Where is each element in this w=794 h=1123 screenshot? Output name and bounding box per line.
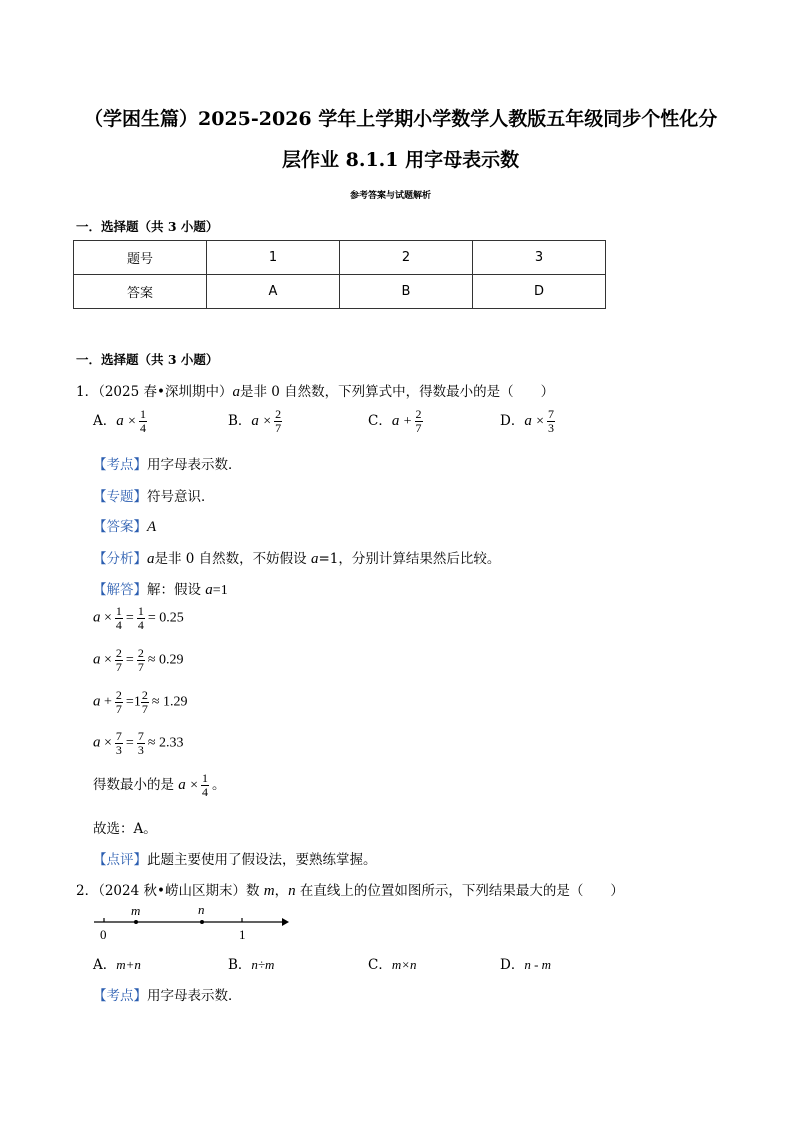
table-cell: A <box>207 275 340 309</box>
option-letter: B． <box>228 413 252 429</box>
frac-den: 4 <box>137 618 144 632</box>
step-result: ≈ 2.33 <box>147 735 184 751</box>
questions-section-label: 一．选择题（共 3 小题） <box>76 352 219 367</box>
q1-step <box>93 730 184 757</box>
fraction <box>137 730 145 757</box>
daan-tag: 【答案】 <box>93 519 147 535</box>
q1-zhuanti <box>93 485 215 505</box>
step-eq: = <box>125 694 134 710</box>
fraction <box>115 605 123 632</box>
frac-den: 7 <box>275 421 282 435</box>
frac-num: 1 <box>115 604 122 618</box>
frac-num: 2 <box>275 407 282 421</box>
frac-den: 7 <box>141 702 148 716</box>
q1-step <box>93 689 188 716</box>
fenxi-var: a <box>147 551 155 567</box>
q1-jieda <box>93 578 228 599</box>
table-cell: 3 <box>473 241 606 275</box>
step-op: × <box>104 610 112 626</box>
fenxi-text: =1，分别计算结果然后比较。 <box>318 551 501 567</box>
option-op: × <box>128 414 136 429</box>
frac-num: 1 <box>202 771 208 785</box>
kaodian-text: 用字母表示数． <box>147 988 242 1004</box>
step-whole: 1 <box>133 694 141 710</box>
q2-option-c <box>368 953 417 973</box>
option-op: + <box>403 414 412 429</box>
fenxi-var: a <box>310 551 319 567</box>
q2-option-b <box>228 953 274 973</box>
frac-num: 7 <box>137 729 144 743</box>
step-result: ≈ 1.29 <box>151 694 188 710</box>
label-m: m <box>131 903 141 918</box>
step-op: × <box>104 652 112 668</box>
step-var: a <box>93 693 101 710</box>
option-text: m+n <box>116 957 141 972</box>
fraction <box>137 605 145 632</box>
fraction <box>274 408 282 435</box>
q1-option-d <box>500 408 558 435</box>
option-letter: C． <box>368 413 392 429</box>
frac-num: 1 <box>137 604 144 618</box>
frac-den: 7 <box>137 660 144 674</box>
step-eq: = <box>125 610 134 626</box>
conclusion-op: × <box>190 778 198 793</box>
frac-den: 7 <box>115 660 122 674</box>
arrow-head-icon <box>282 918 289 926</box>
q2-stem-prefix: 2．（2024 秋•崂山区期末）数 <box>76 883 264 899</box>
fraction <box>137 647 145 674</box>
q2-kaodian <box>93 984 242 1004</box>
frac-den: 7 <box>415 421 422 435</box>
option-op: × <box>263 414 272 429</box>
conclusion-var: a <box>178 777 186 793</box>
jieda-var: a <box>205 582 213 598</box>
q2-var-m: m <box>263 883 275 899</box>
q2-stem <box>76 879 624 900</box>
page-subtitle: 参考答案与试题解析 <box>350 191 432 201</box>
jieda-tag: 【解答】 <box>93 582 147 598</box>
step-var: a <box>93 651 101 668</box>
table-cell: B <box>340 275 473 309</box>
option-var: a <box>391 413 400 429</box>
frac-den: 3 <box>137 743 144 757</box>
frac-num: 7 <box>548 407 555 421</box>
step-result: = 0.25 <box>147 610 184 626</box>
step-eq: = <box>125 652 134 668</box>
daan-text: A <box>147 519 157 535</box>
q2-var-n: n <box>288 883 296 899</box>
kaodian-tag: 【考点】 <box>93 988 147 1004</box>
label-n: n <box>198 902 205 917</box>
frac-num: 2 <box>415 407 422 421</box>
option-letter: C． <box>368 957 392 973</box>
jieda-eq: =1 <box>212 583 228 598</box>
conclusion-text: 得数最小的是 <box>93 777 179 793</box>
q1-option-b <box>228 408 285 435</box>
frac-den: 4 <box>139 421 146 435</box>
kaodian-tag: 【考点】 <box>93 457 147 473</box>
conclusion-end: 。 <box>212 777 226 793</box>
table-row <box>74 241 606 275</box>
q1-var: a <box>232 384 240 400</box>
answer-table <box>73 240 606 309</box>
q2-option-a <box>93 953 141 973</box>
q1-stem <box>76 380 554 401</box>
option-letter: A． <box>93 413 117 429</box>
option-var: a <box>116 413 124 429</box>
frac-num: 1 <box>139 407 146 421</box>
frac-num: 7 <box>115 729 122 743</box>
q1-fenxi <box>93 547 500 568</box>
option-letter: D． <box>500 957 525 973</box>
dianping-tag: 【点评】 <box>93 852 147 868</box>
option-letter: D． <box>500 413 525 429</box>
frac-den: 7 <box>115 702 122 716</box>
table-row <box>74 275 606 309</box>
page-title-line1: （学困生篇）2025-2026 学年上学期小学数学人教版五年级同步个性化分 <box>84 108 718 130</box>
fraction <box>139 408 147 435</box>
frac-den: 3 <box>548 421 555 435</box>
jieda-text: 解：假设 <box>147 582 206 598</box>
step-result: ≈ 0.29 <box>147 652 184 668</box>
frac-num: 2 <box>115 646 122 660</box>
q2-sep: ， <box>274 883 289 899</box>
kaodian-text: 用字母表示数． <box>147 457 242 473</box>
option-letter: B． <box>228 957 252 973</box>
frac-num: 2 <box>137 646 144 660</box>
q1-stem-prefix: 1．（2025 春•深圳期中） <box>76 384 233 400</box>
frac-num: 2 <box>141 688 148 702</box>
table-header-cell: 题号 <box>74 241 207 275</box>
option-text: m×n <box>391 957 417 972</box>
step-var: a <box>93 609 101 626</box>
table-cell: 2 <box>340 241 473 275</box>
step-op: × <box>104 735 112 751</box>
q1-stem-suffix: 是非 0 自然数，下列算式中，得数最小的是（ ） <box>239 384 555 400</box>
zhuanti-tag: 【专题】 <box>93 489 147 505</box>
frac-den: 4 <box>202 785 208 799</box>
table-cell: 1 <box>207 241 340 275</box>
zhuanti-text: 符号意识． <box>147 489 215 505</box>
table-cell: D <box>473 275 606 309</box>
fraction <box>115 689 123 716</box>
step-op: + <box>104 694 112 710</box>
label-one: 1 <box>239 927 246 942</box>
frac-num: 2 <box>115 688 122 702</box>
option-text: n - m <box>524 957 552 972</box>
q1-step <box>93 605 184 632</box>
fenxi-text: 是非 0 自然数，不妨假设 <box>154 551 311 567</box>
option-text: n÷m <box>251 957 275 972</box>
dianping-text: 此题主要使用了假设法，要熟练掌握。 <box>147 852 377 868</box>
label-zero: 0 <box>100 927 107 942</box>
fraction <box>115 647 123 674</box>
fraction <box>201 772 209 799</box>
q1-daan <box>93 515 156 536</box>
option-var: a <box>524 413 532 429</box>
q1-option-c <box>368 408 426 435</box>
q1-option-a <box>93 408 150 435</box>
table-header-cell: 答案 <box>74 275 207 309</box>
fraction <box>115 730 123 757</box>
answer-section-label: 一．选择题（共 3 小题） <box>76 219 219 234</box>
fenxi-tag: 【分析】 <box>93 551 147 567</box>
option-var: a <box>251 413 259 429</box>
point-n <box>200 920 204 924</box>
q2-stem-suffix: 在直线上的位置如图所示，下列结果最大的是（ ） <box>295 883 624 899</box>
fraction <box>415 408 423 435</box>
step-var: a <box>93 734 101 751</box>
point-m <box>134 920 138 924</box>
frac-den: 4 <box>115 618 122 632</box>
q1-choice: 故选：A。 <box>93 821 157 837</box>
q1-dianping <box>93 848 377 868</box>
q2-option-d <box>500 953 551 973</box>
q1-conclusion <box>93 772 226 799</box>
fraction <box>547 408 555 435</box>
number-line-diagram <box>90 902 300 942</box>
page-title-line2: 层作业 8.1.1 用字母表示数 <box>282 149 520 171</box>
option-op: × <box>536 414 545 429</box>
q1-step <box>93 647 184 674</box>
q1-kaodian <box>93 453 242 473</box>
frac-den: 3 <box>115 743 122 757</box>
step-eq: = <box>125 735 134 751</box>
option-letter: A． <box>93 957 117 973</box>
fraction <box>141 689 149 716</box>
